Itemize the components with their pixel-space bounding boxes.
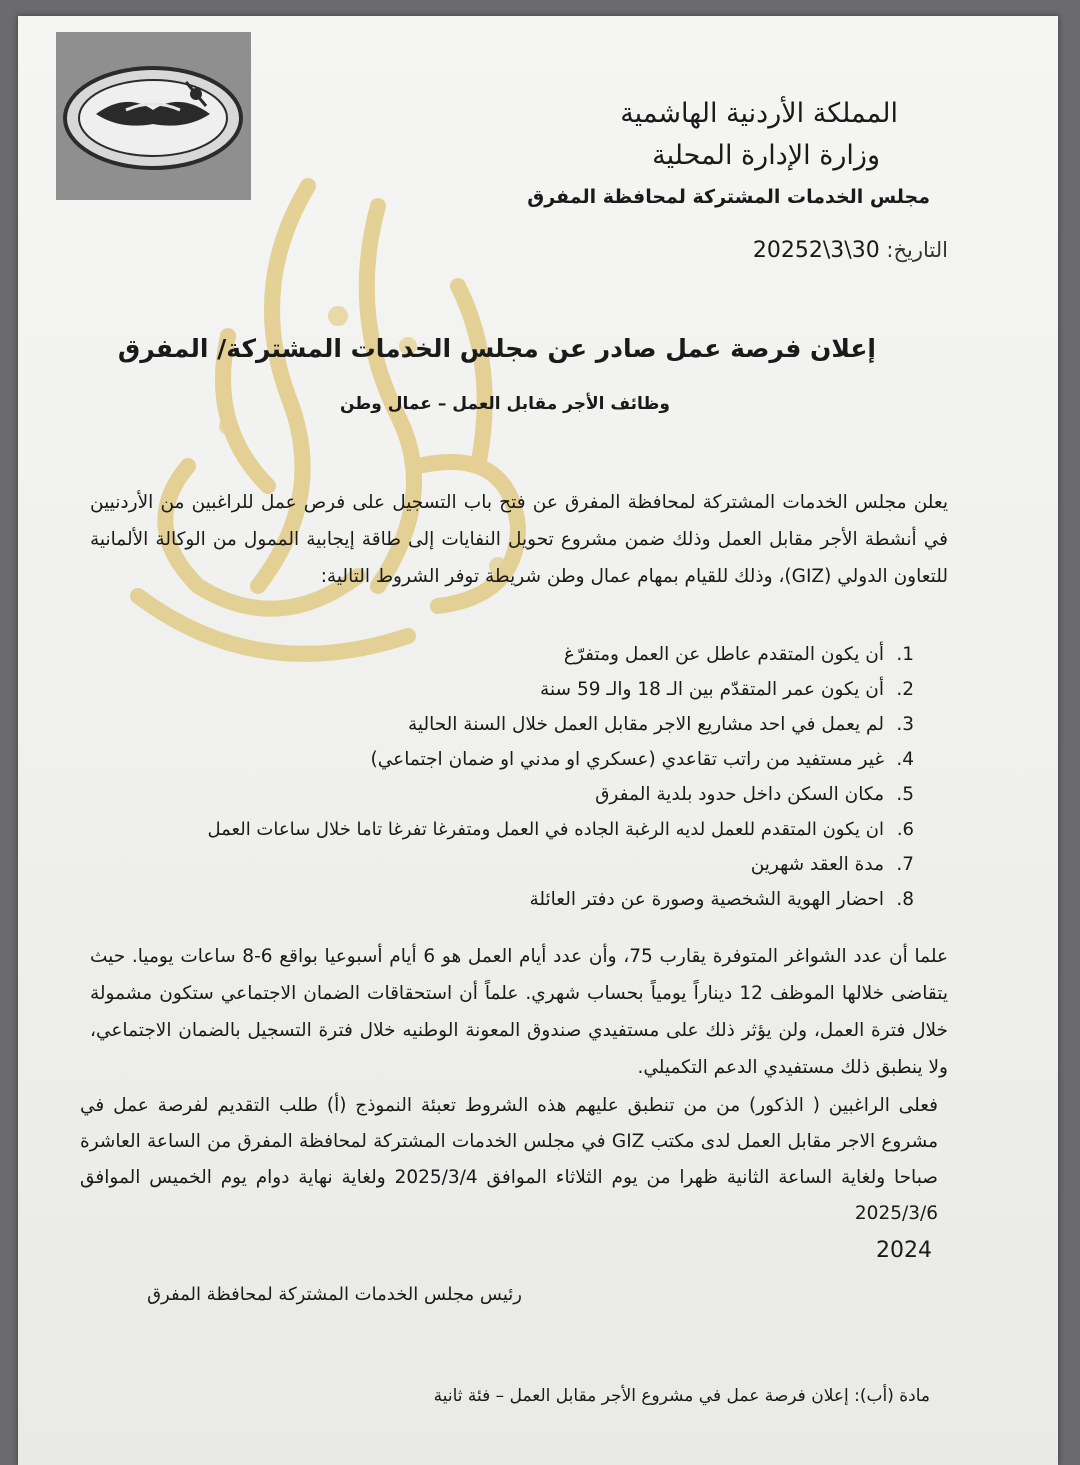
date-value: 20252\3\30 <box>752 238 880 263</box>
announcement-title: إعلان فرصة عمل صادر عن مجلس الخدمات المشتركة/ المفرق <box>117 334 876 363</box>
list-item: 2.أن يكون عمر المتقدّم بين الـ 18 والـ 59 سنة <box>540 679 914 700</box>
list-item: 3.لم يعمل في احد مشاريع الاجر مقابل العمل خلال السنة الحالية <box>407 714 914 735</box>
ministry-heading: وزارة الإدارة المحلية <box>652 140 880 171</box>
list-item: 5.مكان السكن داخل حدود بلدية المفرق <box>595 784 914 805</box>
date-line <box>753 238 948 263</box>
signature-line: رئيس مجلس الخدمات المشتركة لمحافظة المفرق <box>147 1284 522 1305</box>
date-label: التاريخ: <box>886 238 948 262</box>
list-item: 4.غير مستفيد من راتب تقاعدي (عسكري او مدني او ضمان اجتماعي) <box>370 749 914 770</box>
list-item: 8.احضار الهوية الشخصية وصورة عن دفتر العائلة <box>529 889 914 910</box>
application-paragraph: فعلى الراغبين ( الذكور) من من تنطبق عليهم هذه الشروط تعبئة النموذج (أ) طلب التقديم لفرصة عمل في مشروع الاجر مقابل العمل لدى مكتب GIZ في مجلس الخدمات المشتركة لمحافظة المفرق من الساعة العاشرة صباحا ولغاية الساعة الثانية ظهرا من يوم الثلاثاء الموافق 2025/3/4 ولغاية نهاية دوام يوم الخميس الموافق 2025/3/6 <box>80 1095 938 1224</box>
watermark-calligraphy <box>78 166 618 706</box>
footer-reference: مادة (أب): إعلان فرصة عمل في مشروع الأجر مقابل العمل – فئة ثانية <box>433 1386 930 1406</box>
list-item: 1.أن يكون المتقدم عاطل عن العمل ومتفرّغ <box>563 644 914 665</box>
year-text: 2024 <box>876 1238 932 1263</box>
council-heading: مجلس الخدمات المشتركة لمحافظة المفرق <box>527 186 930 208</box>
announcement-subtitle: وظائف الأجر مقابل العمل – عمال وطن <box>339 394 670 414</box>
list-item: 7.مدة العقد شهرين <box>750 854 914 875</box>
intro-paragraph: يعلن مجلس الخدمات المشتركة لمحافظة المفرق عن فتح باب التسجيل على فرص عمل للراغبين من الأردنيين في أنشطة الأجر مقابل العمل وذلك ضمن مشروع تحويل النفايات إلى طاقة إيجابية الممول من الوكالة الألمانية للتعاون الدولي (GIZ)، وذلك للقيام بمهام عمال وطن شريطة توفر الشروط التالية: <box>90 492 948 587</box>
terms-paragraph: علما أن عدد الشواغر المتوفرة يقارب 75، وأن عدد أيام العمل هو 6 أيام أسبوعيا بواقع 6-8 ساعات يوميا. حيث يتقاضى خلالها الموظف 12 ديناراً يومياً بحساب شهري. علماً أن استحقاقات الضمان الاجتماعي ستكون مشمولة خلال فترة العمل، ولن يؤثر ذلك على مستفيدي صندوق المعونة الوطنيه خلال فترة التسجيل بالضمان الاجتماعي، ولا ينطبق ذلك مستفيدي الدعم التكميلي. <box>90 946 948 1078</box>
document-page <box>18 16 1058 1465</box>
logo-area <box>56 32 251 200</box>
council-emblem-logo <box>56 32 251 200</box>
list-item: 6.ان يكون المتقدم للعمل لديه الرغبة الجاده في العمل ومتفرغا تفرغا تاما خلال ساعات العمل <box>207 819 914 840</box>
kingdom-heading: المملكة الأردنية الهاشمية <box>620 98 898 129</box>
